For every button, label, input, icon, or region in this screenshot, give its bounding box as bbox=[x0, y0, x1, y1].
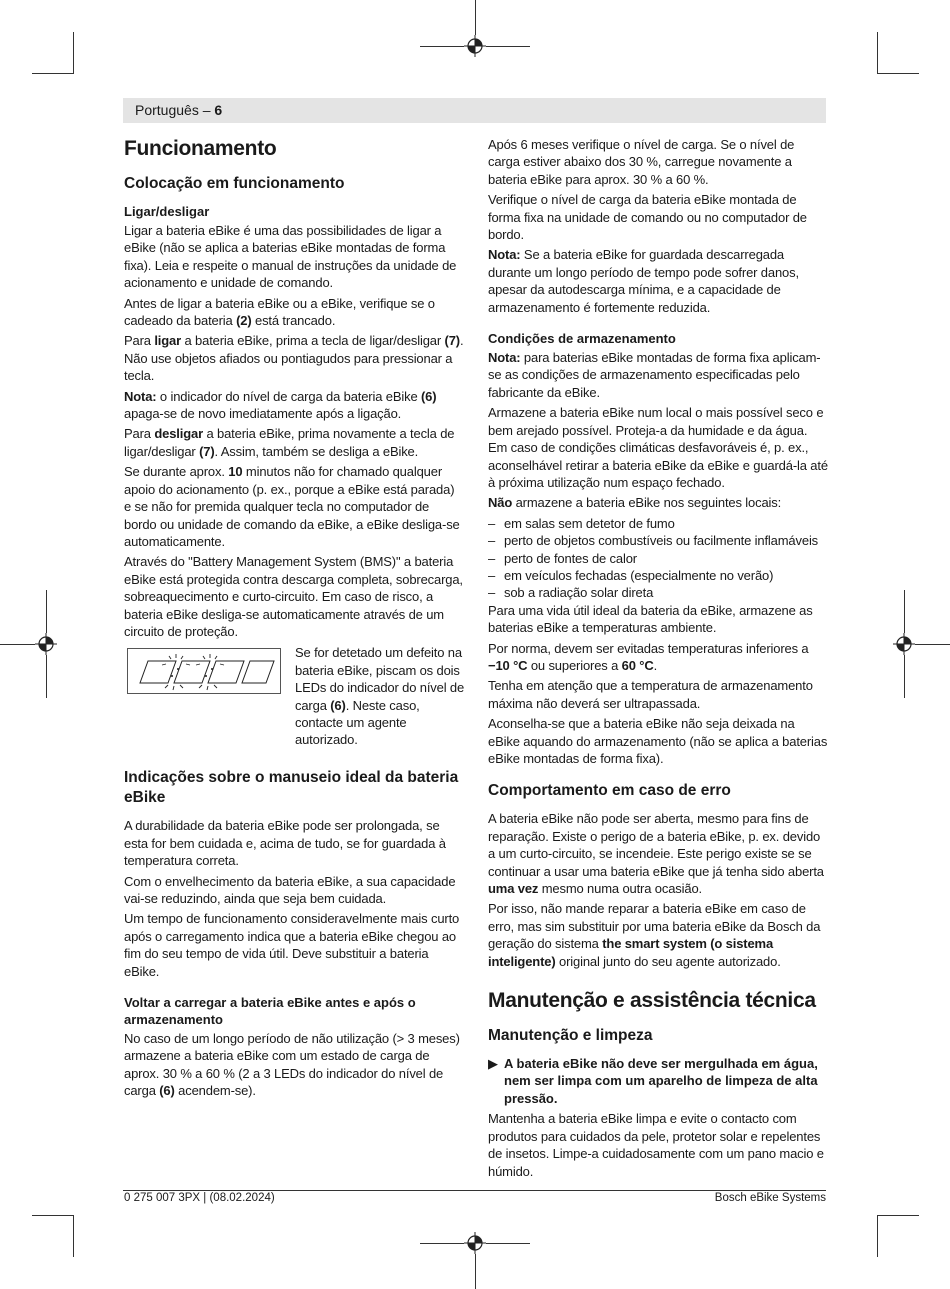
text: . bbox=[653, 657, 658, 673]
led-defect-block bbox=[124, 644, 464, 762]
text: a bateria eBike, prima novamente a tecla de ligar/desligar bbox=[124, 426, 455, 459]
note-label: Nota: bbox=[124, 388, 157, 404]
text: armazene a bateria eBike nos seguintes locais: bbox=[512, 495, 782, 511]
paragraph bbox=[124, 295, 464, 330]
ref-6: (6) bbox=[159, 1083, 175, 1099]
text: está trancado. bbox=[251, 313, 336, 329]
left-column bbox=[124, 136, 464, 1103]
list-item: – em veículos fechadas (especialmente no verão) bbox=[488, 567, 828, 584]
crop-mark bbox=[877, 1215, 878, 1257]
paragraph bbox=[124, 1030, 464, 1100]
crop-mark bbox=[877, 73, 919, 74]
emph: ligar bbox=[154, 333, 182, 349]
registration-mark-icon bbox=[35, 633, 57, 655]
note-label: Nota: bbox=[488, 247, 521, 263]
note-label: Nota: bbox=[488, 350, 521, 366]
text: original junto do seu agente autorizado. bbox=[555, 953, 781, 969]
emph: Não bbox=[488, 495, 513, 511]
text: . Não use objetos afiados ou pontiagudos para pressionar a tecla. bbox=[124, 333, 464, 384]
text: Antes de ligar a bateria eBike ou a eBike, verifique se o cadeado da bateria bbox=[124, 295, 435, 329]
crop-mark bbox=[46, 655, 47, 698]
ref-7: (7) bbox=[444, 333, 460, 349]
ref-6: (6) bbox=[330, 697, 346, 713]
paragraph bbox=[488, 494, 828, 511]
paragraph bbox=[488, 246, 828, 316]
emph: 10 bbox=[228, 464, 243, 480]
crop-mark bbox=[73, 32, 74, 74]
paragraph: Armazene a bateria eBike num local o mais possível seco e bem arejado possível. Proteja-a da humidade e da água. Em caso de condições climáticas desfavoráveis é, p. ex., aconselhável retirar a bateria eBike da eBike e guardá-la até à próxima utilização num espaço fechado. bbox=[488, 405, 828, 490]
heading-startup: Colocação em funcionamento bbox=[124, 175, 345, 192]
crop-mark bbox=[475, 0, 476, 35]
crop-mark bbox=[475, 1254, 476, 1289]
paragraph: Ligar a bateria eBike é uma das possibilidades de ligar a eBike (não se aplica a baterias eBike montadas de forma fixa). Leia e respeite o manual de instruções da unidade de acionamento e unidade de comando. bbox=[124, 223, 457, 291]
crop-mark bbox=[877, 32, 878, 74]
crop-mark bbox=[46, 590, 47, 633]
emph: 60 °C bbox=[621, 657, 654, 673]
text: a bateria eBike, prima a tecla de ligar/desligar bbox=[181, 333, 445, 349]
text: minutos não for chamado qualquer apoio do acionamento (p. ex., porque a eBike está parada) e se não for premida qualquer tecla no computador de bordo ou unidade de comando da eBike, a eBike desliga-se automaticamente. bbox=[124, 464, 460, 549]
text: Para bbox=[124, 333, 155, 349]
ref-6: (6) bbox=[421, 388, 437, 404]
list-item: – sob a radiação solar direta bbox=[488, 584, 828, 601]
warning-item bbox=[488, 1055, 828, 1107]
heading-on-off: Ligar/desligar bbox=[124, 204, 210, 219]
text: mesmo numa outra ocasião. bbox=[538, 881, 703, 897]
crop-mark bbox=[73, 1215, 74, 1257]
led-defect-text bbox=[295, 644, 465, 751]
crop-mark bbox=[486, 1243, 530, 1244]
registration-mark-icon bbox=[464, 35, 486, 57]
led-indicator-figure bbox=[127, 648, 281, 694]
text: Se a bateria eBike for guardada descarregada durante um longo período de tempo pode sofrer danos, apesar da autodescarga mínima, e a capacidade de armazenamento é fortemente reduzida. bbox=[488, 247, 799, 315]
text: Por isso, não mande reparar a bateria eBike em caso de erro, mas sim substituir por uma bateria eBike da Bosch da geração do sistema bbox=[488, 901, 821, 952]
registration-mark-icon bbox=[464, 1232, 486, 1254]
paragraph: Com o envelhecimento da bateria eBike, a sua capacidade vai-se reduzindo, ainda que seja bem cuidada. bbox=[124, 873, 456, 906]
right-column bbox=[488, 136, 828, 1183]
heading-cleaning: Manutenção e limpeza bbox=[488, 1027, 653, 1045]
ref-2: (2) bbox=[236, 313, 252, 329]
paragraph: A durabilidade da bateria eBike pode ser prolongada, se esta for bem cuidada e, acima de tudo, se for guardada à temperatura correta. bbox=[124, 818, 446, 869]
page-number: 6 bbox=[214, 102, 223, 118]
page-header bbox=[123, 98, 826, 123]
text: No caso de um longo período de não utilização (> 3 meses) armazene a bateria eBike com um estado de carga de aprox. 30 % a 60 % (2 a 3 LEDs do indicador do nível de carga bbox=[124, 1031, 460, 1099]
text: para baterias eBike montadas de forma fixa aplicam-se as condições de armazenamento especificadas pelo fabricante da eBike. bbox=[488, 350, 821, 400]
heading-storage: Condições de armazenamento bbox=[488, 331, 676, 347]
heading-handling: Indicações sobre o manuseio ideal da bateria eBike bbox=[124, 769, 459, 807]
paragraph bbox=[124, 388, 464, 423]
registration-mark-icon bbox=[893, 633, 915, 655]
paragraph: Através do "Battery Management System (BMS)" a bateria eBike está protegida contra descarga completa, sobrecarga, sobreaquecimento e curto-circuito. Em caso de risco, a bateria eBike desliga-se automaticamente através de um circuito de proteção. bbox=[124, 554, 463, 639]
paragraph bbox=[488, 810, 828, 897]
header-language: Português bbox=[135, 102, 199, 118]
footer-rule bbox=[123, 1190, 826, 1191]
text: Se durante aprox. bbox=[124, 464, 229, 480]
emph: −10 °C bbox=[488, 657, 528, 673]
emph: desligar bbox=[154, 426, 203, 442]
text: Por norma, devem ser evitadas temperaturas inferiores a bbox=[488, 640, 809, 656]
paragraph bbox=[488, 900, 828, 970]
paragraph: Um tempo de funcionamento consideravelmente mais curto após o carregamento indica que a bateria eBike chegou ao fim do seu tempo de vida útil. Deve substituir a bateria eBike. bbox=[124, 911, 460, 979]
emph: the smart system (o sistema inteligente) bbox=[488, 936, 774, 969]
heading-recharge: Voltar a carregar a bateria eBike antes e após o armazenamento bbox=[124, 995, 416, 1027]
paragraph bbox=[488, 349, 828, 401]
paragraph bbox=[295, 644, 465, 748]
crop-mark bbox=[0, 644, 35, 645]
text: o indicador do nível de carga da bateria eBike bbox=[156, 388, 421, 404]
text: . Assim, também se desliga a eBike. bbox=[214, 443, 419, 459]
section-title-operation: Funcionamento bbox=[124, 137, 277, 160]
paragraph: Tenha em atenção que a temperatura de armazenamento máxima não deverá ser ultrapassada. bbox=[488, 678, 813, 711]
crop-mark bbox=[904, 590, 905, 633]
text: Se for detetado um defeito na bateria eBike, piscam os dois LEDs do indicador do nível de carga bbox=[295, 645, 465, 713]
list-item: – perto de objetos combustíveis ou facilmente inflamáveis bbox=[488, 532, 828, 549]
emph: uma vez bbox=[488, 881, 539, 897]
paragraph bbox=[124, 463, 464, 550]
crop-mark bbox=[420, 46, 464, 47]
paragraph bbox=[488, 640, 828, 675]
warning-text: A bateria eBike não deve ser mergulhada em água, nem ser limpa com um aparelho de limpeza de alta pressão. bbox=[504, 1056, 818, 1106]
list-item: – em salas sem detetor de fumo bbox=[488, 515, 828, 532]
blinking-led-indicator-icon bbox=[128, 649, 280, 693]
paragraph bbox=[124, 425, 464, 460]
footer-doc-id: 0 275 007 3PX | (08.02.2024) bbox=[124, 1192, 275, 1204]
list-item: – perto de fontes de calor bbox=[488, 550, 828, 567]
paragraph: Para uma vida útil ideal da bateria da eBike, armazene as baterias eBike a temperaturas ambiente. bbox=[488, 602, 813, 636]
text: ou superiores a bbox=[527, 657, 622, 673]
text: . Neste caso, contacte um agente autorizado. bbox=[295, 697, 420, 748]
crop-mark bbox=[420, 1243, 464, 1244]
footer-brand: Bosch eBike Systems bbox=[714, 1192, 826, 1204]
crop-mark bbox=[486, 46, 530, 47]
crop-mark bbox=[904, 655, 905, 698]
paragraph: Verifique o nível de carga da bateria eBike montada de forma fixa na unidade de comando ou no computador de bordo. bbox=[488, 192, 807, 243]
paragraph: Após 6 meses verifique o nível de carga. Se o nível de carga estiver abaixo dos 30 %, carregue novamente a bateria eBike para aprox. 30 % a 60 %. bbox=[488, 137, 795, 187]
text: apaga-se de novo imediatamente após a ligação. bbox=[124, 406, 402, 422]
paragraph: Aconselha-se que a bateria eBike não seja deixada na eBike aquando do armazenamento (não se aplica a baterias eBike montadas de forma fixa). bbox=[488, 716, 828, 766]
section-title-maintenance: Manutenção e assistência técnica bbox=[488, 989, 816, 1013]
storage-location-list bbox=[488, 515, 828, 602]
arrow-right-icon: ▶ bbox=[488, 1056, 498, 1072]
heading-error: Comportamento em caso de erro bbox=[488, 782, 731, 800]
text: A bateria eBike não pode ser aberta, mesmo para fins de reparação. Existe o perigo de a bateria eBike, p. ex. devido a um curto-circuito, se incendeie. Este perigo existe se se continuar a usar uma bateria eBike que já tenha sido aberta bbox=[488, 811, 824, 879]
crop-mark bbox=[32, 1215, 74, 1216]
crop-mark bbox=[915, 644, 950, 645]
paragraph: Mantenha a bateria eBike limpa e evite o contacto com produtos para cuidados da pele, protetor solar e repelentes de insetos. Limpe-a cuidadosamente com um pano macio e húmido. bbox=[488, 1111, 824, 1179]
crop-mark bbox=[877, 1215, 919, 1216]
header-text bbox=[135, 102, 222, 118]
header-separator: – bbox=[198, 102, 215, 118]
paragraph bbox=[124, 332, 464, 384]
text: Para bbox=[124, 426, 155, 442]
crop-mark bbox=[32, 73, 74, 74]
ref-7: (7) bbox=[199, 443, 215, 459]
text: acendem-se). bbox=[174, 1083, 256, 1099]
